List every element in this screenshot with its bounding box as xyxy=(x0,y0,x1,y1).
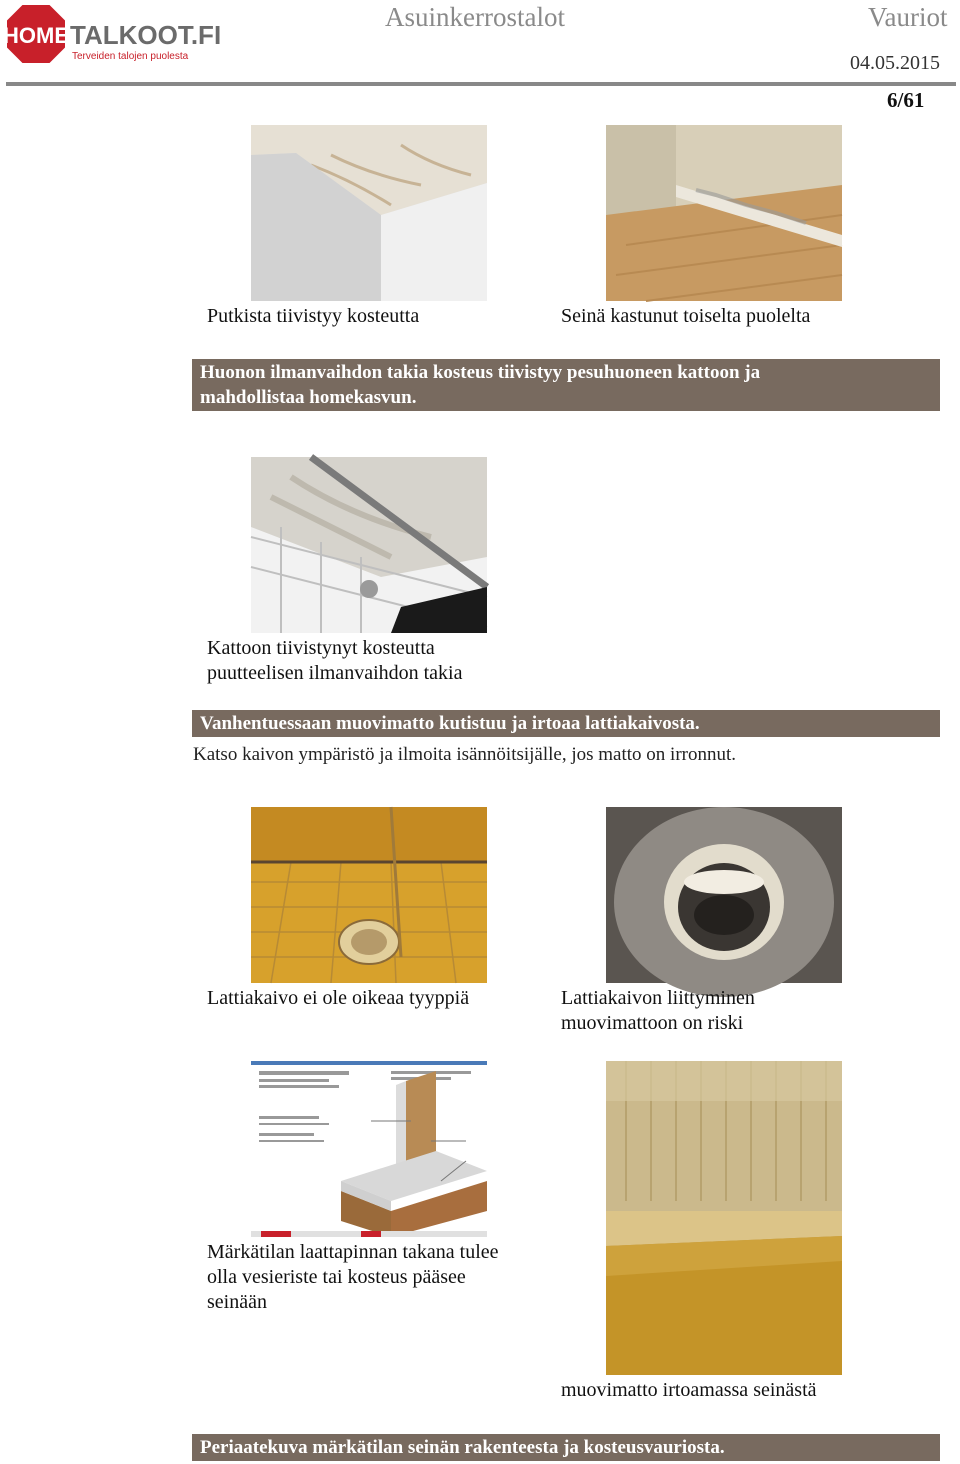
diagram-wet-room-wall xyxy=(251,1061,487,1237)
caption-ceiling-line1: Kattoon tiivistynyt kosteutta xyxy=(207,637,435,659)
caption-drain-join xyxy=(561,986,755,1036)
photo-floor-drain xyxy=(251,807,487,983)
photo-ceiling-mold xyxy=(251,457,487,633)
photo-wall-wet xyxy=(606,125,842,301)
svg-text:TALKOOT.FI: TALKOOT.FI xyxy=(70,20,222,50)
caption-mat: muovimatto irtoamassa seinästä xyxy=(561,1379,817,1401)
caption-tile-line1: Märkätilan laattapinnan takana tulee xyxy=(207,1241,499,1263)
photo-pipe-ceiling xyxy=(251,125,487,301)
note-check-drain: Katso kaivon ympäristö ja ilmoita isännöitsijälle, jos matto on irronnut. xyxy=(193,744,737,765)
note-mat-aging: Vanhentuessaan muovimatto kutistuu ja irtoaa lattiakaivosta. xyxy=(192,710,940,737)
caption-tile-line2: olla vesieriste tai kosteus pääsee xyxy=(207,1266,466,1288)
note-ventilation-line1: Huonon ilmanvaihdon takia kosteus tiivistyy pesuhuoneen kattoon ja xyxy=(200,362,761,383)
caption-pipes: Putkista tiivistyy kosteutta xyxy=(207,305,420,327)
photo-drain-joint xyxy=(606,807,842,983)
header-category: Asuinkerrostalot xyxy=(385,2,565,32)
caption-drain-join-line2: muovimattoon on riski xyxy=(561,1012,744,1034)
caption-wall: Seinä kastunut toiselta puolelta xyxy=(561,305,811,327)
note-ventilation xyxy=(192,359,940,411)
page-number: 6/61 xyxy=(887,88,925,112)
caption-tile xyxy=(207,1240,499,1315)
caption-ceiling-line2: puutteelisen ilmanvaihdon takia xyxy=(207,662,463,684)
svg-text:Terveiden talojen puolesta: Terveiden talojen puolesta xyxy=(72,51,189,62)
caption-ceiling xyxy=(207,636,463,686)
caption-drain-join-line1: Lattiakaivon liittyminen xyxy=(561,987,755,1009)
hometalkoot-logo[interactable] xyxy=(3,2,222,66)
caption-drain-type: Lattiakaivo ei ole oikeaa tyyppiä xyxy=(207,987,470,1009)
header-date: 04.05.2015 xyxy=(850,52,940,74)
note-principle: Periaatekuva märkätilan seinän rakenteesta ja kosteusvauriosta. xyxy=(192,1434,940,1461)
caption-tile-line3: seinään xyxy=(207,1291,267,1313)
note-ventilation-line2: mahdollistaa homekasvun. xyxy=(200,387,417,408)
photo-mat-peeling xyxy=(606,1061,842,1375)
svg-text:HOME: HOME xyxy=(3,23,69,48)
header-divider xyxy=(6,82,956,86)
header-title: Vauriot xyxy=(868,2,948,32)
